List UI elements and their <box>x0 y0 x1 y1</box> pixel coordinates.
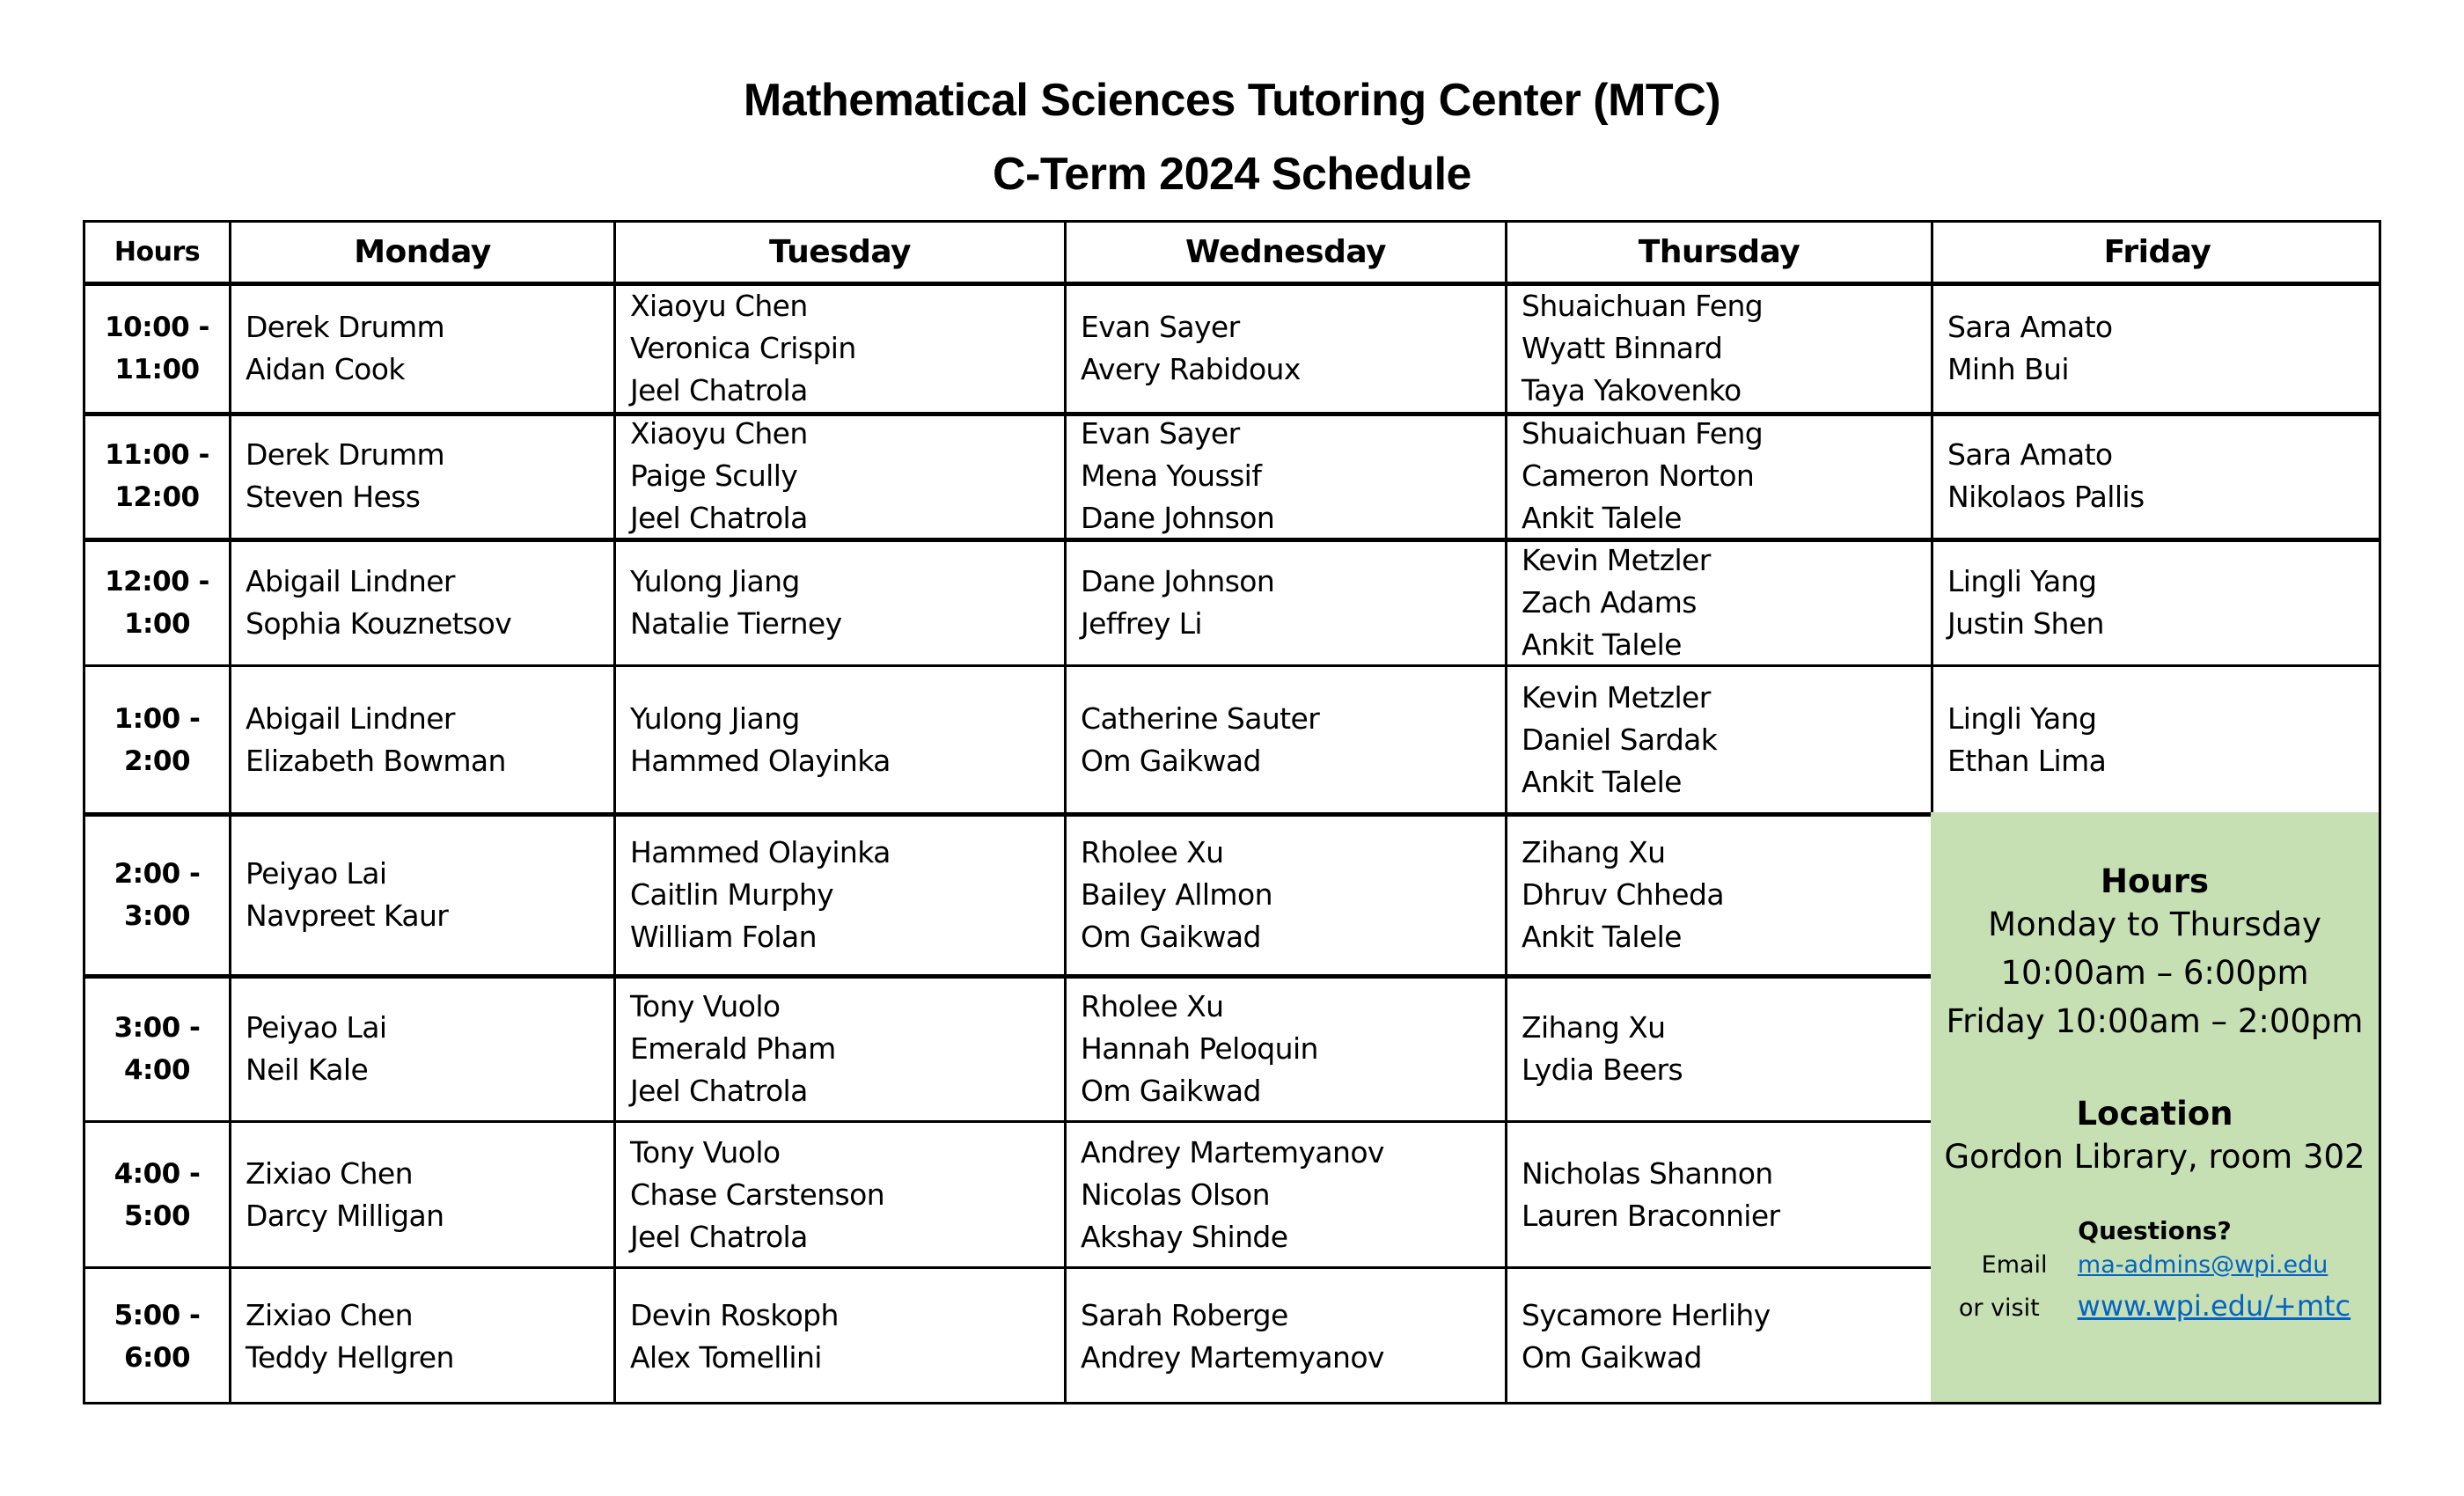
tutor-name: Shuaichuan Feng <box>1522 288 1764 323</box>
tutor-cell-monday <box>231 667 613 812</box>
time-slot-text: 2:00 - <box>114 857 201 890</box>
tutor-name: Jeffrey Li <box>1081 605 1202 641</box>
tutor-name: Jeel Chatrola <box>630 1073 808 1108</box>
tutor-name: Tony Vuolo <box>630 988 781 1023</box>
tutor-name: Alex Tomellini <box>630 1340 822 1375</box>
tutor-name: Xiaoyu Chen <box>630 416 808 451</box>
tutor-name: Navpreet Kaur <box>246 898 449 933</box>
time-slot-label <box>85 1123 229 1266</box>
tutor-name: Sara Amato <box>1947 437 2113 472</box>
tutor-name: Sycamore Herlihy <box>1522 1298 1771 1332</box>
tutor-cell-friday <box>1933 284 2381 412</box>
tutor-name: Dane Johnson <box>1081 563 1275 598</box>
tutor-cell-friday <box>1933 414 2381 538</box>
tutor-name: Peiyao Lai <box>246 855 387 891</box>
header-monday: Monday <box>354 234 491 270</box>
time-slot-text: 6:00 <box>123 1342 191 1374</box>
tutor-name: Zihang Xu <box>1522 834 1666 869</box>
tutor-name: Om Gaikwad <box>1081 743 1261 778</box>
tutor-name: Abigail Lindner <box>246 563 455 598</box>
tutor-cell-wednesday <box>1067 977 1505 1120</box>
tutor-name: Derek Drumm <box>246 309 445 344</box>
tutor-name: Sara Amato <box>1947 309 2113 344</box>
hours-heading: Hours <box>2101 862 2209 900</box>
tutor-name: Nicholas Shannon <box>1522 1155 1773 1191</box>
tutor-name: Kevin Metzler <box>1522 542 1711 577</box>
tutor-name: William Folan <box>630 919 817 954</box>
header-wednesday: Wednesday <box>1184 234 1386 270</box>
tutor-cell-friday <box>1933 667 2381 812</box>
tutor-cell-thursday <box>1507 815 1931 974</box>
visit-line <box>1931 1286 2379 1329</box>
tutor-name: Chase Carstenson <box>630 1177 885 1212</box>
tutor-name: Derek Drumm <box>246 437 445 472</box>
time-slot-label <box>85 1269 229 1404</box>
tutor-cell-tuesday <box>616 414 1064 538</box>
tutor-name: Teddy Hellgren <box>246 1340 454 1375</box>
tutor-cell-monday <box>231 284 613 412</box>
visit-label: or visit <box>1958 1294 2040 1322</box>
tutor-cell-monday <box>231 540 613 664</box>
tutor-name: Nikolaos Pallis <box>1947 480 2145 514</box>
tutor-name: Devin Roskoph <box>630 1298 839 1332</box>
tutor-name: Rholee Xu <box>1081 988 1224 1023</box>
tutor-name: Darcy Milligan <box>246 1198 444 1233</box>
tutor-name: Zixiao Chen <box>246 1155 413 1191</box>
tutor-name: Cameron Norton <box>1522 458 1755 493</box>
tutor-cell-monday <box>231 1123 613 1266</box>
time-slot-text: 4:00 - <box>114 1157 201 1190</box>
time-slot-text: 12:00 - <box>105 565 209 598</box>
time-slot-label <box>85 414 229 538</box>
time-slot-label <box>85 284 229 412</box>
tutor-name: Ankit Talele <box>1522 501 1682 535</box>
time-slot-text: 1:00 - <box>114 702 201 735</box>
title-term-schedule: C-Term 2024 Schedule <box>993 149 1471 200</box>
time-slot-text: 4:00 <box>123 1053 191 1086</box>
tutor-name: Catherine Sauter <box>1081 700 1320 736</box>
tutor-name: Ankit Talele <box>1522 764 1682 799</box>
tutor-name: Lingli Yang <box>1947 563 2097 598</box>
time-slot-label <box>85 815 229 974</box>
tutor-name: Emerald Pham <box>630 1030 836 1066</box>
location-heading: Location <box>2076 1095 2233 1133</box>
header-thursday: Thursday <box>1638 234 1800 270</box>
tutor-name: Yulong Jiang <box>630 563 800 598</box>
hours-line-weekdays: Monday to Thursday <box>1988 906 2321 943</box>
tutor-cell-thursday <box>1507 1269 1931 1404</box>
tutor-cell-tuesday <box>616 815 1064 974</box>
tutor-cell-tuesday <box>616 540 1064 664</box>
time-slot-label <box>85 977 229 1120</box>
tutor-name: Hannah Peloquin <box>1081 1030 1318 1066</box>
tutor-name: Natalie Tierney <box>630 605 842 641</box>
tutor-name: Zihang Xu <box>1522 1009 1666 1045</box>
tutor-name: Om Gaikwad <box>1081 1073 1261 1108</box>
tutor-cell-wednesday <box>1067 815 1505 974</box>
tutor-name: Jeel Chatrola <box>630 501 808 535</box>
tutor-name: Justin Shen <box>1947 605 2104 641</box>
tutor-name: Caitlin Murphy <box>630 876 834 912</box>
tutor-cell-wednesday <box>1067 1269 1505 1404</box>
hours-line-weekday-times: 10:00am – 6:00pm <box>2000 954 2309 992</box>
tutor-name: Abigail Lindner <box>246 700 455 736</box>
tutor-name: Elizabeth Bowman <box>246 743 506 778</box>
tutor-cell-wednesday <box>1067 1123 1505 1266</box>
tutor-name: Dhruv Chheda <box>1522 876 1724 912</box>
tutor-name: Steven Hess <box>246 480 421 514</box>
email-label: Email <box>1981 1251 2048 1279</box>
tutor-name: Shuaichuan Feng <box>1522 416 1764 451</box>
tutor-name: Evan Sayer <box>1081 309 1240 344</box>
tutor-cell-thursday <box>1507 540 1931 664</box>
time-slot-text: 10:00 - <box>105 311 209 343</box>
tutor-name: Aidan Cook <box>246 351 405 386</box>
tutor-cell-thursday <box>1507 977 1931 1120</box>
tutor-name: Peiyao Lai <box>246 1009 387 1045</box>
tutor-name: Taya Yakovenko <box>1522 372 1742 407</box>
tutor-cell-thursday <box>1507 414 1931 538</box>
email-line <box>1931 1245 2379 1286</box>
tutor-name: Evan Sayer <box>1081 416 1240 451</box>
tutor-name: Andrey Martemyanov <box>1081 1134 1384 1170</box>
tutor-name: Sarah Roberge <box>1081 1298 1288 1332</box>
email-link[interactable]: ma-admins@wpi.edu <box>2077 1251 2328 1279</box>
header-hours: Hours <box>114 237 201 268</box>
header-tuesday: Tuesday <box>769 234 911 270</box>
tutor-name: Lingli Yang <box>1947 700 2097 736</box>
tutor-name: Mena Youssif <box>1081 458 1262 493</box>
tutor-cell-wednesday <box>1067 414 1505 538</box>
tutor-name: Andrey Martemyanov <box>1081 1340 1384 1375</box>
tutor-cell-monday <box>231 1269 613 1404</box>
tutor-name: Wyatt Binnard <box>1522 330 1723 365</box>
time-slot-text: 11:00 <box>114 353 200 385</box>
tutor-cell-tuesday <box>616 977 1064 1120</box>
tutor-cell-monday <box>231 815 613 974</box>
tutor-cell-monday <box>231 977 613 1120</box>
tutor-name: Hammed Olayinka <box>630 743 891 778</box>
tutor-cell-wednesday <box>1067 540 1505 664</box>
tutor-cell-monday <box>231 414 613 538</box>
time-slot-label <box>85 667 229 812</box>
tutor-name: Jeel Chatrola <box>630 372 808 407</box>
location-text: Gordon Library, room 302 <box>1944 1138 2365 1176</box>
tutor-cell-wednesday <box>1067 667 1505 812</box>
tutor-cell-tuesday <box>616 1123 1064 1266</box>
tutor-name: Bailey Allmon <box>1081 876 1272 912</box>
tutor-name: Paige Scully <box>630 458 798 493</box>
tutor-name: Om Gaikwad <box>1522 1340 1702 1375</box>
tutor-name: Zixiao Chen <box>246 1298 413 1332</box>
tutor-name: Kevin Metzler <box>1522 679 1711 715</box>
time-slot-text: 1:00 <box>123 607 191 640</box>
website-link[interactable]: www.wpi.edu/+mtc <box>2077 1289 2351 1323</box>
time-slot-text: 3:00 <box>123 899 191 932</box>
tutor-name: Ankit Talele <box>1522 627 1682 662</box>
time-slot-text: 2:00 <box>123 744 191 777</box>
tutor-name: Om Gaikwad <box>1081 919 1261 954</box>
tutor-name: Neil Kale <box>246 1052 369 1087</box>
tutor-name: Nicolas Olson <box>1081 1177 1270 1212</box>
tutor-name: Daniel Sardak <box>1522 722 1718 757</box>
tutor-cell-wednesday <box>1067 284 1505 412</box>
tutor-name: Sophia Kouznetsov <box>246 605 512 641</box>
tutor-cell-thursday <box>1507 1123 1931 1266</box>
info-box <box>1931 812 2379 1402</box>
tutor-name: Hammed Olayinka <box>630 834 891 869</box>
tutor-cell-tuesday <box>616 284 1064 412</box>
tutor-name: Dane Johnson <box>1081 501 1275 535</box>
tutor-name: Jeel Chatrola <box>630 1219 808 1254</box>
tutor-name: Minh Bui <box>1947 351 2069 386</box>
header-friday: Friday <box>2103 234 2211 270</box>
tutor-cell-friday <box>1933 540 2381 664</box>
time-slot-text: 5:00 <box>123 1199 191 1232</box>
tutor-name: Tony Vuolo <box>630 1134 781 1170</box>
time-slot-text: 3:00 - <box>114 1011 201 1044</box>
tutor-name: Lydia Beers <box>1522 1052 1683 1087</box>
tutor-name: Akshay Shinde <box>1081 1219 1288 1254</box>
tutor-name: Yulong Jiang <box>630 700 800 736</box>
title-center-name: Mathematical Sciences Tutoring Center (MTC) <box>743 75 1721 126</box>
tutor-name: Xiaoyu Chen <box>630 288 808 323</box>
time-slot-text: 12:00 <box>114 481 200 513</box>
tutor-name: Veronica Crispin <box>630 330 856 365</box>
tutor-name: Ankit Talele <box>1522 919 1682 954</box>
tutor-name: Ethan Lima <box>1947 743 2107 778</box>
tutor-cell-thursday <box>1507 667 1931 812</box>
tutor-name: Zach Adams <box>1522 584 1697 620</box>
tutor-cell-tuesday <box>616 667 1064 812</box>
tutor-cell-thursday <box>1507 284 1931 412</box>
tutor-name: Avery Rabidoux <box>1081 351 1301 386</box>
tutor-name: Rholee Xu <box>1081 834 1224 869</box>
time-slot-label <box>85 540 229 664</box>
time-slot-text: 11:00 - <box>105 439 209 471</box>
tutor-cell-tuesday <box>616 1269 1064 1404</box>
tutor-name: Lauren Braconnier <box>1522 1198 1780 1233</box>
time-slot-text: 5:00 - <box>114 1300 201 1331</box>
hours-line-friday: Friday 10:00am – 2:00pm <box>1946 1002 2364 1040</box>
questions-heading: Questions? <box>2078 1216 2232 1245</box>
